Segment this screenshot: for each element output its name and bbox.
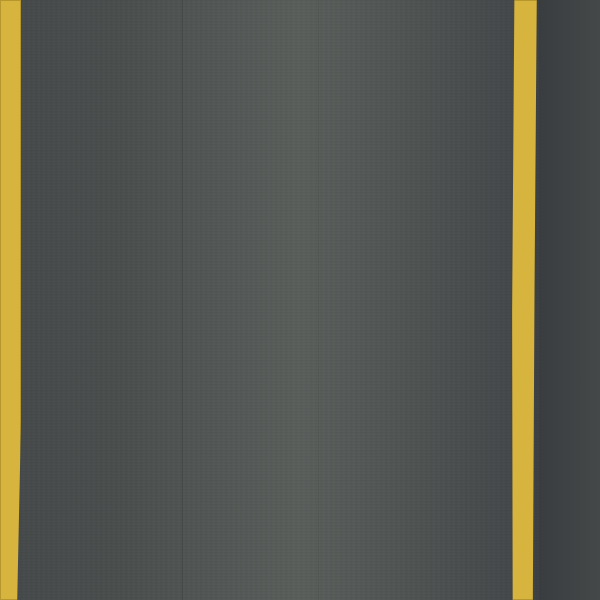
pavement-seam — [318, 0, 319, 600]
left-yellow-stripe — [0, 0, 21, 600]
adjacent-lane — [539, 0, 600, 600]
pavement-seam — [182, 0, 183, 600]
